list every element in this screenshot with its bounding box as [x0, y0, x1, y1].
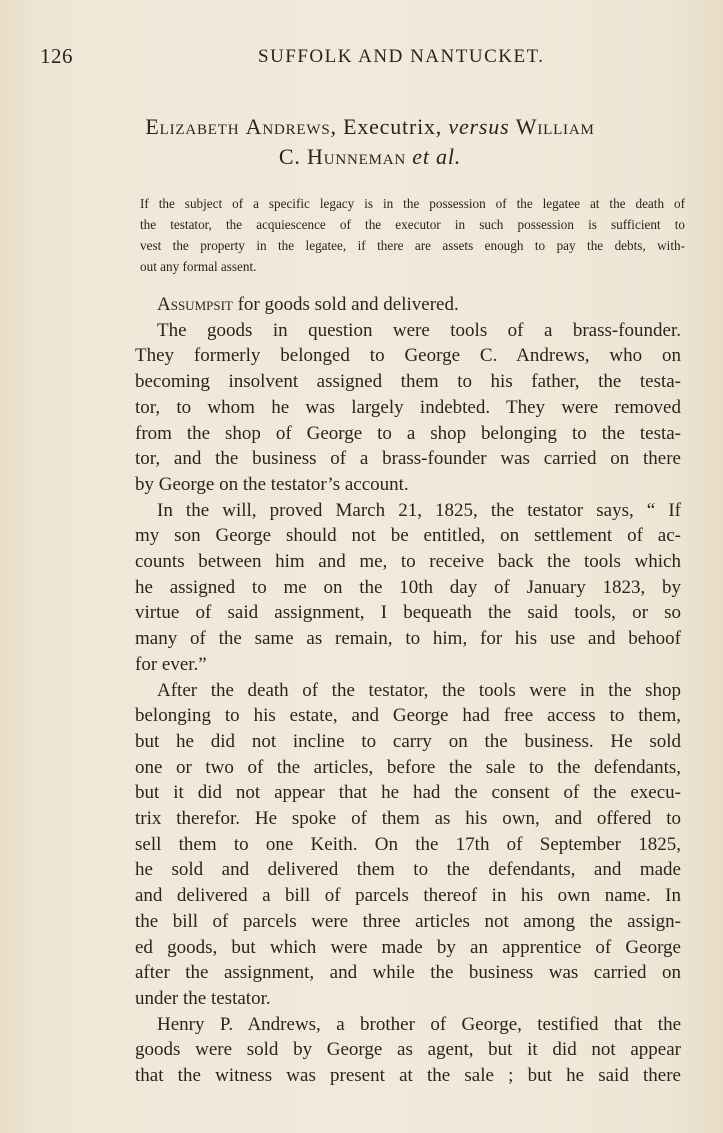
case-title [90, 112, 650, 172]
body-line: tor, to whom he was largely indebted. They were removed [135, 396, 681, 418]
et-al: et al. [412, 144, 462, 169]
body-line: by George on the testator’s account. [135, 473, 409, 495]
headnote-line: If the subject of a specific legacy is in the possession of the legatee at the death of [140, 196, 685, 211]
body-line: sell them to one Keith. On the 17th of September 1825, [135, 833, 681, 855]
body-line: ed goods, but which were made by an apprentice of George [135, 936, 681, 958]
headnote-line: the testator, the acquiescence of the executor in such possession is sufficient to [140, 217, 685, 232]
body-line-text: for goods sold and delivered. [232, 294, 459, 315]
defendant-last-name: Hunneman [307, 144, 406, 169]
body-line: many of the same as remain, to him, for his use and behoof [135, 628, 681, 650]
paragraph-henry [135, 1012, 681, 1089]
body-line: trix therefor. He spoke of them as his own, and offered to [135, 808, 681, 830]
body-line: Henry P. Andrews, a brother of George, testified that the [157, 1013, 681, 1035]
body-line: the bill of parcels were three articles not among the assign- [135, 910, 681, 932]
paragraph-after-death [135, 678, 681, 1012]
body-line: that the witness was present at the sale ; but he said there [135, 1065, 681, 1087]
body-line: one or two of the articles, before the sale to the defendants, [135, 756, 681, 778]
plaintiff-first-name: Elizabeth [145, 114, 240, 139]
headnote [140, 193, 685, 277]
body-line: for ever.” [135, 653, 207, 675]
body-line: from the shop of George to a shop belonging to the testa- [135, 422, 681, 444]
body-text [135, 292, 681, 1089]
body-line: virtue of said assignment, I bequeath the said tools, or so [135, 602, 681, 624]
body-line: counts between him and me, to receive back the tools which [135, 551, 681, 573]
body-line [135, 292, 681, 318]
paragraph-goods [135, 318, 681, 498]
body-line: but he did not incline to carry on the business. He sold [135, 730, 681, 752]
plaintiff-role: , Executrix, [330, 114, 443, 139]
body-line: but it did not appear that he had the consent of the execu- [135, 782, 681, 804]
body-line: after the assignment, and while the business was carried on [135, 962, 681, 984]
lead-word: Assumpsit [157, 294, 233, 315]
body-line: belonging to his estate, and George had free access to them, [135, 705, 681, 727]
body-line: under the testator. [135, 987, 271, 1009]
body-line: The goods in question were tools of a brass-founder. [157, 319, 681, 341]
case-title-line-1 [90, 112, 650, 142]
body-line: goods were sold by George as agent, but it did not appear [135, 1039, 681, 1061]
headnote-line: out any formal assent. [140, 259, 257, 274]
case-title-line-2 [90, 142, 650, 172]
body-line: becoming insolvent assigned them to his father, the testa- [135, 371, 681, 393]
versus-word: versus [448, 114, 510, 139]
body-line: In the will, proved March 21, 1825, the testator says, “ If [157, 499, 681, 521]
page-header [0, 44, 723, 74]
defendant-first-name: William [515, 114, 595, 139]
defendant-initial: C. [278, 144, 301, 169]
page-number: 126 [40, 44, 73, 68]
paragraph-assumpsit [135, 292, 681, 318]
plaintiff-last-name: Andrews [245, 114, 331, 139]
headnote-line: vest the property in the legatee, if there are assets enough to pay the debts, with- [140, 238, 685, 253]
body-line: he assigned to me on the 10th day of January 1823, by [135, 576, 681, 598]
body-line: he sold and delivered them to the defendants, and made [135, 859, 681, 881]
body-line: and delivered a bill of parcels thereof in his own name. In [135, 885, 681, 907]
body-line: They formerly belonged to George C. Andrews, who on [135, 345, 681, 367]
body-line: After the death of the testator, the tools were in the shop [157, 679, 681, 701]
paragraph-will [135, 498, 681, 678]
body-line: my son George should not be entitled, on settlement of ac- [135, 525, 681, 547]
running-head: SUFFOLK AND NANTUCKET. [258, 46, 545, 67]
body-line: tor, and the business of a brass-founder was carried on there [135, 448, 681, 470]
